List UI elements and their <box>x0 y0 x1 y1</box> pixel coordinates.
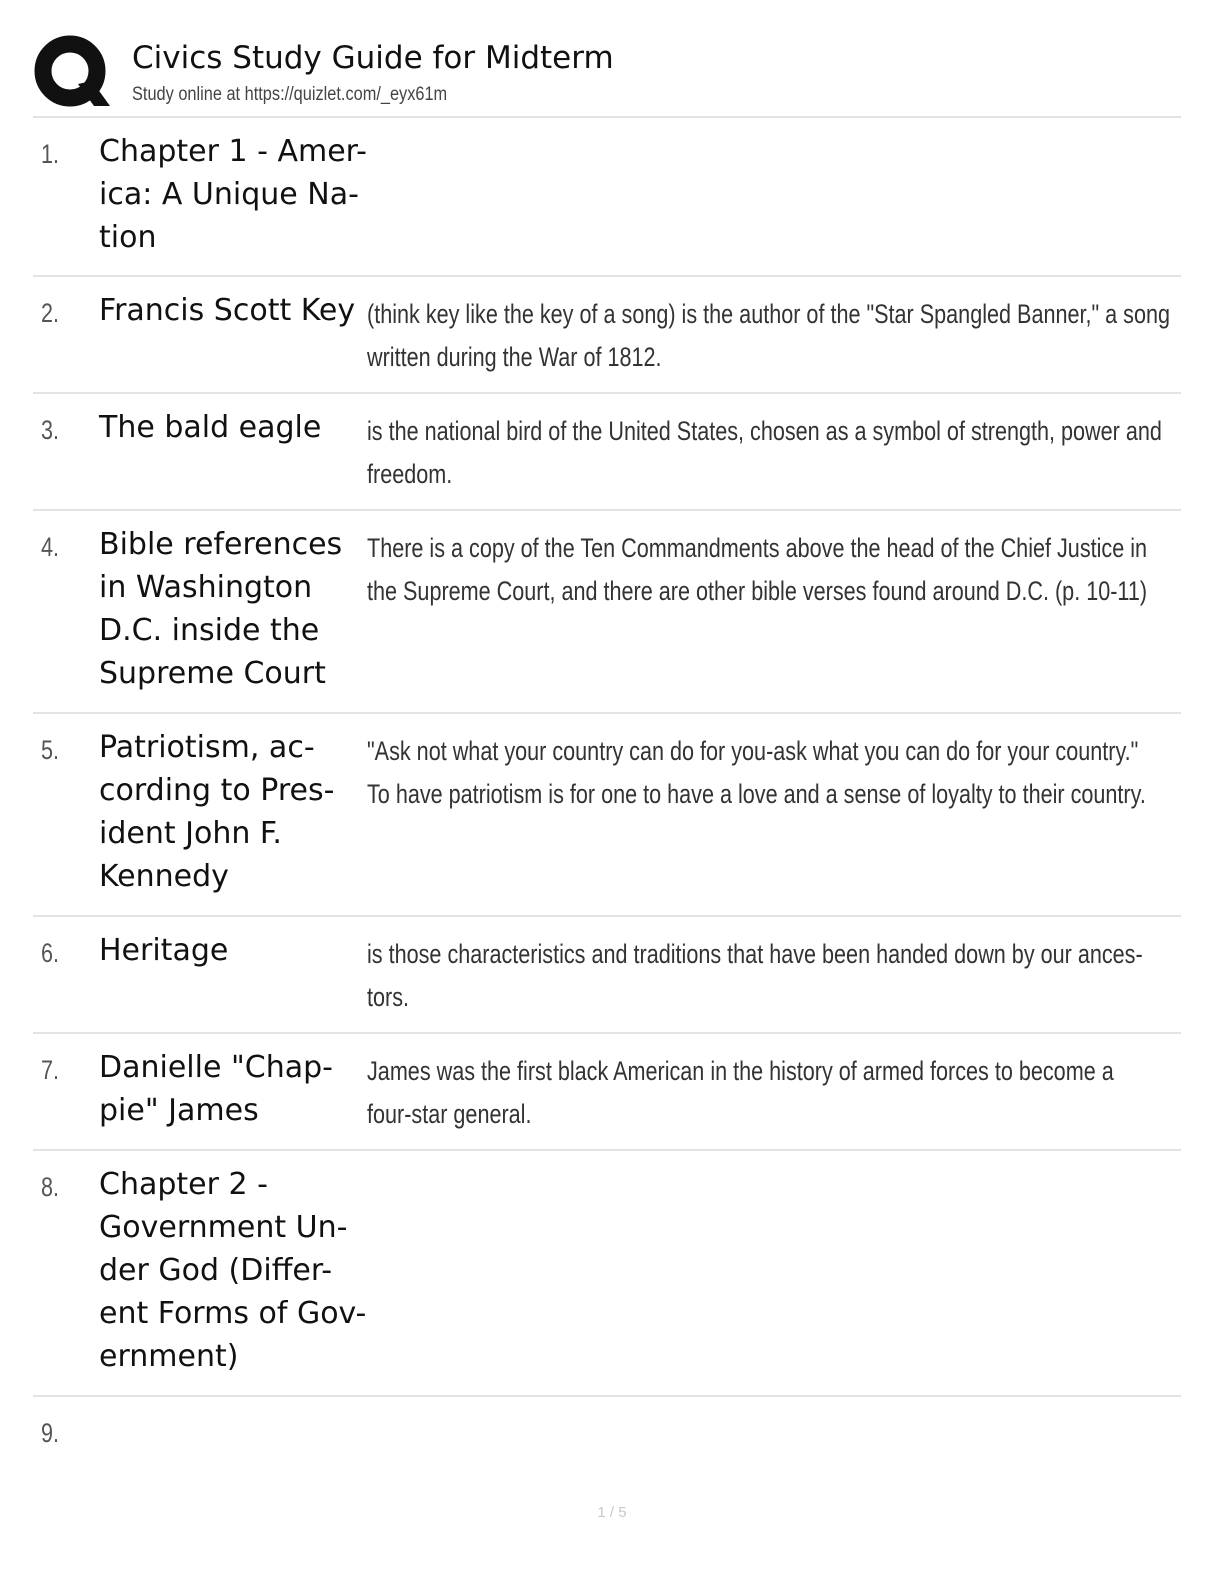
term-text: Chapter 2 - Government Un- der God (Differ- ent Forms of Gov- ernment) <box>99 1167 367 1374</box>
flashcard-list <box>33 118 1181 1515</box>
term-row <box>33 277 1181 394</box>
study-link[interactable]: Study online at https://quizlet.com/_eyx61m <box>132 84 448 105</box>
row-number: 2. <box>41 298 60 328</box>
term-text: Bible references in Washington D.C. inside the Supreme Court <box>99 527 343 691</box>
definition-text: is the national bird of the United States, chosen as a symbol of strength, power and freedom. <box>367 416 1162 489</box>
term-text: Danielle "Chap- pie" James <box>99 1050 333 1128</box>
page-header <box>34 34 1182 118</box>
row-number: 9. <box>41 1418 60 1448</box>
row-number: 4. <box>41 532 60 562</box>
definition-text: (think key like the key of a song) is the author of the "Star Spangled Banner," a song written during the War of 1812. <box>367 299 1171 372</box>
term-row <box>33 511 1181 714</box>
definition-text: James was the first black American in the history of armed forces to become a four-star general. <box>367 1056 1114 1129</box>
definition-text: "Ask not what your country can do for you-ask what you can do for your country." To have patriotism is for one to have a love and a sense of loyalty to their country. <box>367 736 1146 809</box>
term-row <box>33 118 1181 277</box>
definition-text: is those characteristics and traditions that have been handed down by our ances- tors. <box>367 939 1143 1012</box>
row-number: 6. <box>41 938 60 968</box>
term-text: The bald eagle <box>99 410 322 445</box>
row-number: 1. <box>41 139 60 169</box>
page-number: 1 / 5 <box>597 1504 627 1521</box>
term-row <box>33 1151 1181 1397</box>
quizlet-logo-icon <box>34 34 112 112</box>
row-number: 5. <box>41 735 60 765</box>
term-row <box>33 1397 1181 1515</box>
term-text: Heritage <box>99 933 229 968</box>
row-number: 7. <box>41 1055 60 1085</box>
page-title: Civics Study Guide for Midterm <box>132 40 614 76</box>
term-text: Patriotism, ac- cording to Pres- ident John F. Kennedy <box>99 730 335 894</box>
term-text: Chapter 1 - Amer- ica: A Unique Na- tion <box>99 134 367 255</box>
term-row <box>33 394 1181 511</box>
term-row <box>33 714 1181 917</box>
term-row <box>33 1034 1181 1151</box>
row-number: 3. <box>41 415 60 445</box>
definition-text: There is a copy of the Ten Commandments above the head of the Chief Justice in the Supreme Court, and there are other bible verses found around D.C. (p. 10-11) <box>367 533 1148 606</box>
row-number: 8. <box>41 1172 60 1202</box>
term-row <box>33 917 1181 1034</box>
term-text: Francis Scott Key <box>99 293 356 328</box>
